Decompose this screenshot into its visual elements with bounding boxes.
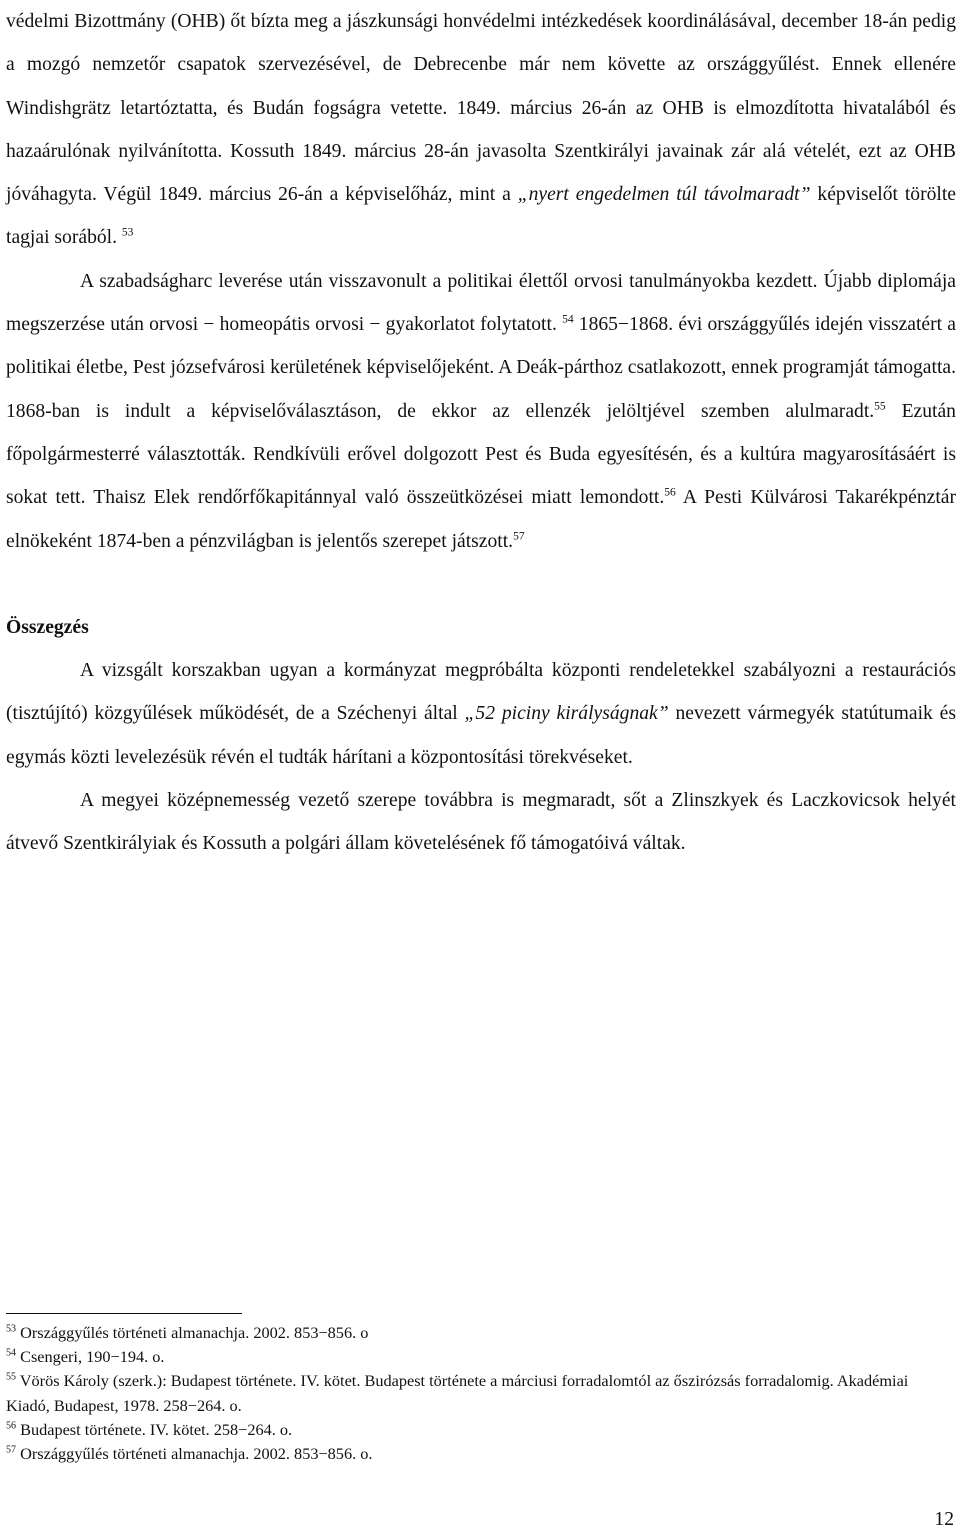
footnote-separator [6,1313,242,1314]
italic-quote: „52 piciny királyságnak” [464,703,669,725]
paragraph-4: A megyei középnemesség vezető szerepe továbbra is megmaradt, sőt a Zlinszkyek és Laczkovicsok helyét átvevő Szentkirályiak és Kossuth a polgári állam követelésének fő támogatóivá váltak. [6,790,956,855]
footnote-text: Csengeri, 190−194. o. [20,1347,165,1367]
footnote-number: 57 [6,1444,16,1456]
paragraph-text: A Pesti Külvárosi Takarékpénztár elnökeként 1874-ben a pénzvilágban is jelentős szerepet játszott. [6,487,956,552]
paragraph-text: 1865−1868. évi országgyűlés idején visszatért a politikai életbe, Pest józsefvárosi kerületének képviselőjeként. A Deák-párthoz csatlakozott, ennek programját támogatta. 1868-ban is indult a képviselőválasztáson, de ekkor az ellenzék jelöltjével szemben alulmaradt. [6,314,956,422]
footnote-55 [6,1369,956,1417]
paragraph-1 [6,0,956,260]
paragraph-3 [6,649,956,779]
footnote-number: 56 [6,1420,16,1432]
footnote-ref-53[interactable]: 53 [121,226,134,239]
footnote-ref-54[interactable]: 54 [562,313,574,326]
footnote-text: Országgyűlés történeti almanachja. 2002. 853−856. o. [20,1444,373,1464]
footnote-text: Budapest története. IV. kötet. 258−264. o. [20,1419,293,1439]
italic-quote: „nyert engedelmen túl távolmaradt” [517,184,811,206]
footnote-57 [6,1442,956,1466]
footnote-text: Országgyűlés történeti almanachja. 2002. 853−856. o [20,1323,369,1342]
footnote-56 [6,1418,956,1442]
page-number: 12 [934,1509,954,1530]
footnote-text: Vörös Károly (szerk.): Budapest története. IV. kötet. Budapest története a márciusi forradalomtól az őszirózsás forradalomig. Akadémiai Kiadó, Budapest, 1978. 258−264. o. [6,1371,909,1415]
paragraph-2 [6,260,956,563]
footnotes [6,1321,956,1466]
footnote-number: 53 [6,1323,16,1335]
body-text [6,0,956,866]
paragraph-text: Ezután főpolgármesterré választották. Rendkívüli erővel dolgozott Pest és Buda egyesítésén, és a kultúra magyarosításáért is sokat tett. Thaisz Elek rendőrfőkapitánnyal való összeütközései miatt lemondott. [6,400,956,509]
paragraph-text: képviselőt törölte tagjai sorából. [6,184,956,249]
footnote-number: 54 [6,1347,16,1359]
paragraph-text: A vizsgált korszakban ugyan a kormányzat megpróbálta központi rendeletekkel szabályozni a restaurációs (tisztújító) közgyűlések működését, de a Széchenyi által [6,660,956,725]
footnote-54 [6,1345,956,1369]
footnote-53 [6,1321,956,1345]
footnote-ref-55[interactable]: 55 [874,400,886,413]
paragraph-text: védelmi Bizottmány (OHB) őt bízta meg a jászkunsági honvédelmi intézkedések koordinálásával, december 18-án pedig a mozgó nemzetőr csapatok szervezésével, de Debrecenbe már nem követte az országgyűlést. Ennek ellenére Windishgrätz letartóztatta, és Budán fogságra vetette. 1849. március 26-án az OHB is elmozdította hivatalából és hazaárulónak nyilvánította. Kossuth 1849. március 28-án javasolta Szentkirályi javainak zár alá vételét, ezt az OHB jóváhagyta. Végül 1849. március 26-án a képviselőház, mint a [6,11,956,206]
footnote-ref-57[interactable]: 57 [513,530,525,543]
footnote-ref-56[interactable]: 56 [664,486,676,499]
paragraph-text: A szabadságharc leverése után visszavonult a politikai élettől orvosi tanulmányokba kezdett. Újabb diplomája megszerzése után orvosi − homeopátis orvosi − gyakorlatot folytatott. [6,270,956,336]
paragraph-text: nevezett vármegyék statútumaik és egymás közti levelezésük révén el tudták hárítani a központosítási törekvéseket. [6,703,956,768]
footnote-number: 55 [6,1371,16,1383]
section-heading: Összegzés [6,616,89,638]
